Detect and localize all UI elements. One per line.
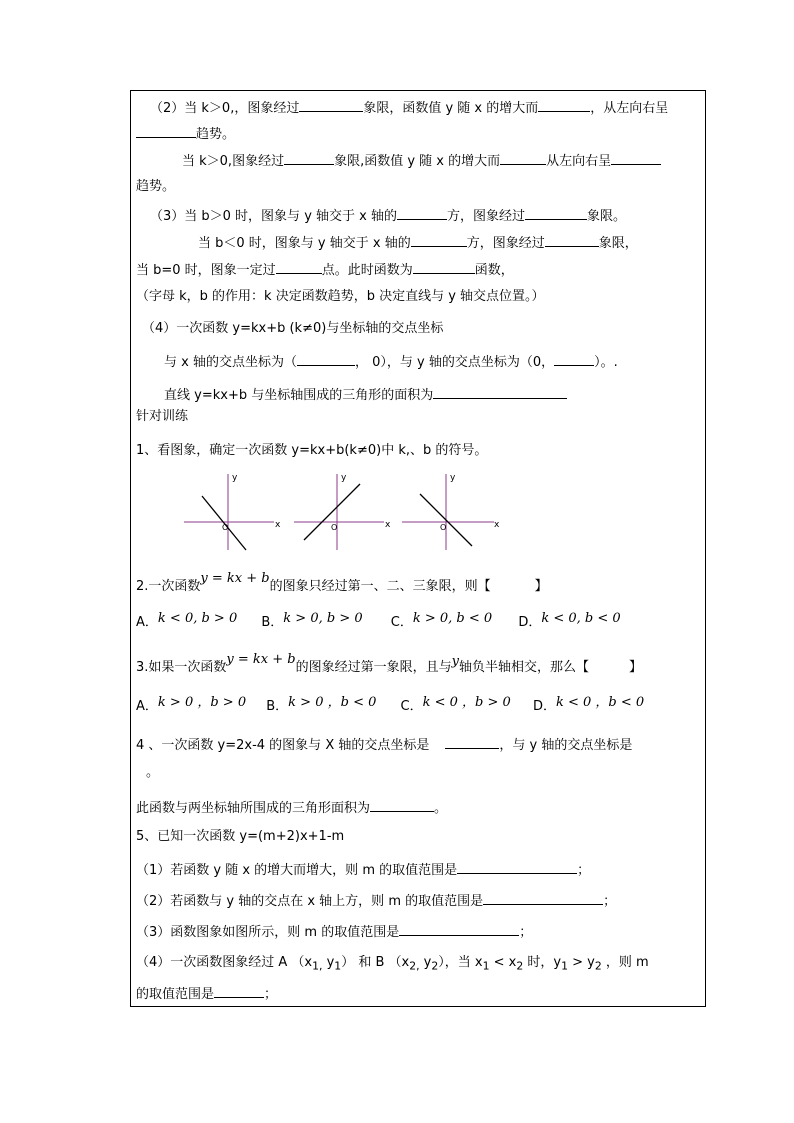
blank[interactable]	[297, 352, 355, 366]
question-5	[136, 828, 344, 846]
option-a[interactable]: k > 0 ，b > 0	[157, 695, 247, 710]
origin-label: O	[440, 523, 447, 532]
text: ；	[603, 894, 617, 909]
origin-label: O	[222, 523, 229, 532]
text: 直线 y=kx+b 与坐标轴围成的三角形的面积为	[164, 388, 434, 403]
text: 函数，	[474, 263, 514, 278]
text: 的取值范围是	[136, 987, 215, 1002]
text: 4 、一次函数 y=2x-4 的图象与 X 轴的交点坐标是	[136, 738, 430, 753]
blank[interactable]	[399, 922, 519, 936]
math-formula: y = kx + b	[226, 652, 296, 667]
text: ，从左向右呈	[590, 101, 669, 116]
y-label: y	[232, 473, 238, 483]
option-a[interactable]: k < 0, b > 0	[157, 611, 238, 626]
subscript: 1,	[312, 959, 323, 973]
text-line	[146, 764, 159, 782]
text: 此函数与两坐标轴所围成的三角形面积为	[136, 801, 371, 816]
text: ，则 m	[601, 955, 649, 970]
math-formula: y = kx + b	[200, 571, 270, 586]
text-line	[150, 98, 668, 118]
blank[interactable]	[214, 984, 264, 998]
text: 象限，	[598, 236, 638, 251]
blank[interactable]	[136, 124, 196, 138]
math-symbol: y	[451, 654, 459, 669]
text: ， 0），与 y 轴的交点坐标为（0，	[354, 355, 555, 370]
option-label: C．	[390, 615, 413, 630]
option-label: B．	[261, 615, 284, 630]
text: ）。.	[594, 355, 618, 370]
blank[interactable]	[276, 260, 322, 274]
text-line	[164, 352, 618, 372]
blank[interactable]	[411, 233, 467, 247]
text: y	[322, 955, 335, 970]
text: ；	[264, 987, 278, 1002]
text: 方，图象经过	[446, 209, 525, 224]
blank[interactable]	[525, 206, 587, 220]
blank[interactable]	[299, 98, 363, 112]
subscript: 1	[561, 959, 568, 973]
text: （2）若函数与 y 轴的交点在 x 轴上方，则 m 的取值范围是	[136, 894, 484, 909]
origin-label: O	[331, 523, 338, 532]
y-label: y	[341, 473, 347, 483]
text-line	[182, 151, 661, 171]
text: 】	[629, 660, 643, 675]
text: 。	[434, 801, 448, 816]
text: 当 k＞0,图象经过	[182, 154, 285, 169]
text-line	[136, 984, 277, 1004]
text-line	[136, 260, 514, 280]
option-label: B．	[266, 699, 289, 714]
text: 象限，函数值 y 随 x 的增大而	[363, 101, 539, 116]
graph-1	[184, 473, 281, 550]
text-line	[136, 891, 616, 911]
blank[interactable]	[457, 860, 577, 874]
text: 当 b＜0 时，图象与 y 轴交于 x 轴的	[198, 236, 411, 251]
text-line	[142, 320, 443, 338]
blank[interactable]	[538, 98, 590, 112]
blank[interactable]	[611, 151, 661, 165]
text: ；	[519, 925, 533, 940]
text-line	[164, 385, 567, 405]
text: 与 x 轴的交点坐标为（	[164, 355, 297, 370]
text: （3）当 b＞0 时，图象与 y 轴交于 x 轴的	[150, 209, 397, 224]
x-label: x	[385, 520, 391, 530]
text-line	[136, 442, 487, 460]
text: 趋势。	[196, 127, 236, 142]
text: 轴负半轴相交，那么【	[458, 660, 589, 675]
x-label: x	[494, 520, 500, 530]
text: 】	[534, 579, 548, 594]
text: 5、已知一次函数 y=(m+2)x+1-m	[136, 829, 345, 844]
function-graphs	[182, 470, 502, 552]
options-3	[136, 695, 645, 716]
option-c[interactable]: k < 0 ，b > 0	[422, 695, 511, 710]
text-line	[136, 954, 649, 976]
subscript: 1	[334, 959, 342, 973]
text-line	[198, 233, 638, 253]
option-label: D．	[518, 615, 542, 630]
blank[interactable]	[500, 151, 546, 165]
text: 时，y	[523, 955, 562, 970]
option-d[interactable]: k < 0 ，b < 0	[555, 695, 645, 710]
text: 3.如果一次函数	[136, 660, 227, 675]
blank[interactable]	[483, 891, 603, 905]
text: 的图象经过第一象限，且与	[295, 660, 452, 675]
text: （2）当 k＞0,，图象经过	[150, 101, 300, 116]
text: ；	[577, 863, 591, 878]
text: 当 b=0 时，图象一定过	[136, 263, 276, 278]
text: < x	[489, 955, 517, 970]
option-d[interactable]: k < 0, b < 0	[541, 611, 621, 626]
text: 。	[146, 765, 160, 780]
text-line	[136, 408, 188, 426]
x-label: x	[275, 520, 281, 530]
text: 2.一次函数	[136, 579, 201, 594]
blank[interactable]	[413, 260, 475, 274]
option-label: D．	[532, 699, 556, 714]
question-3	[136, 652, 643, 677]
question-4	[136, 735, 632, 755]
subscript: 2,	[409, 959, 420, 973]
blank[interactable]	[545, 233, 599, 247]
text-line	[136, 288, 545, 306]
blank[interactable]	[554, 352, 594, 366]
text: 趋势。	[136, 179, 176, 194]
option-label: A．	[136, 615, 158, 630]
blank[interactable]	[433, 385, 567, 399]
text: 从左向右呈	[546, 154, 612, 169]
text-line	[150, 206, 626, 226]
text: （4）一次函数图象经过 A （x	[136, 955, 313, 970]
option-label: C．	[400, 699, 423, 714]
text-line	[136, 860, 590, 880]
option-c[interactable]: k > 0, b < 0	[412, 611, 493, 626]
options-2	[136, 611, 621, 632]
text-line	[136, 178, 175, 196]
text: 针对训练	[136, 409, 189, 424]
text: ，与 y 轴的交点坐标是	[499, 738, 633, 753]
text: 点。此时函数为	[321, 263, 413, 278]
text: 的图象只经过第一、二、三象限，则【	[269, 579, 491, 594]
text: 象限。	[587, 209, 627, 224]
text: （1）若函数 y 随 x 的增大而增大，则 m 的取值范围是	[136, 863, 458, 878]
option-label: A．	[136, 699, 158, 714]
text: ），当 x	[438, 955, 483, 970]
question-2	[136, 571, 548, 596]
blank[interactable]	[445, 735, 499, 749]
text: ） 和 B （x	[341, 955, 410, 970]
blank[interactable]	[397, 206, 447, 220]
text-line	[136, 124, 235, 144]
subscript: 1	[482, 959, 490, 973]
text-line	[136, 798, 447, 818]
y-label: y	[450, 473, 456, 483]
text: > y	[567, 955, 595, 970]
graph-2	[294, 473, 391, 550]
text: （3）函数图象如图所示，则 m 的取值范围是	[136, 925, 400, 940]
blank[interactable]	[370, 798, 434, 812]
option-b[interactable]: k > 0 ，b < 0	[288, 695, 377, 710]
subscript: 2	[431, 959, 439, 973]
option-b[interactable]: k > 0, b > 0	[283, 611, 363, 626]
graph-3	[402, 473, 500, 550]
text: （字母 k，b 的作用：k 决定函数趋势，b 决定直线与 y 轴交点位置。）	[136, 289, 545, 304]
blank[interactable]	[284, 151, 334, 165]
subscript: 2	[594, 959, 602, 973]
subscript: 2	[516, 959, 524, 973]
text-line	[136, 922, 532, 942]
text: y	[419, 955, 432, 970]
text: 象限,函数值 y 随 x 的增大而	[334, 154, 501, 169]
text: 1、看图象，确定一次函数 y=kx+b(k≠0)中 k,、b 的符号。	[136, 443, 488, 458]
text: 方，图象经过	[466, 236, 545, 251]
text: （4）一次函数 y=kx+b (k≠0)与坐标轴的交点坐标	[142, 321, 444, 336]
